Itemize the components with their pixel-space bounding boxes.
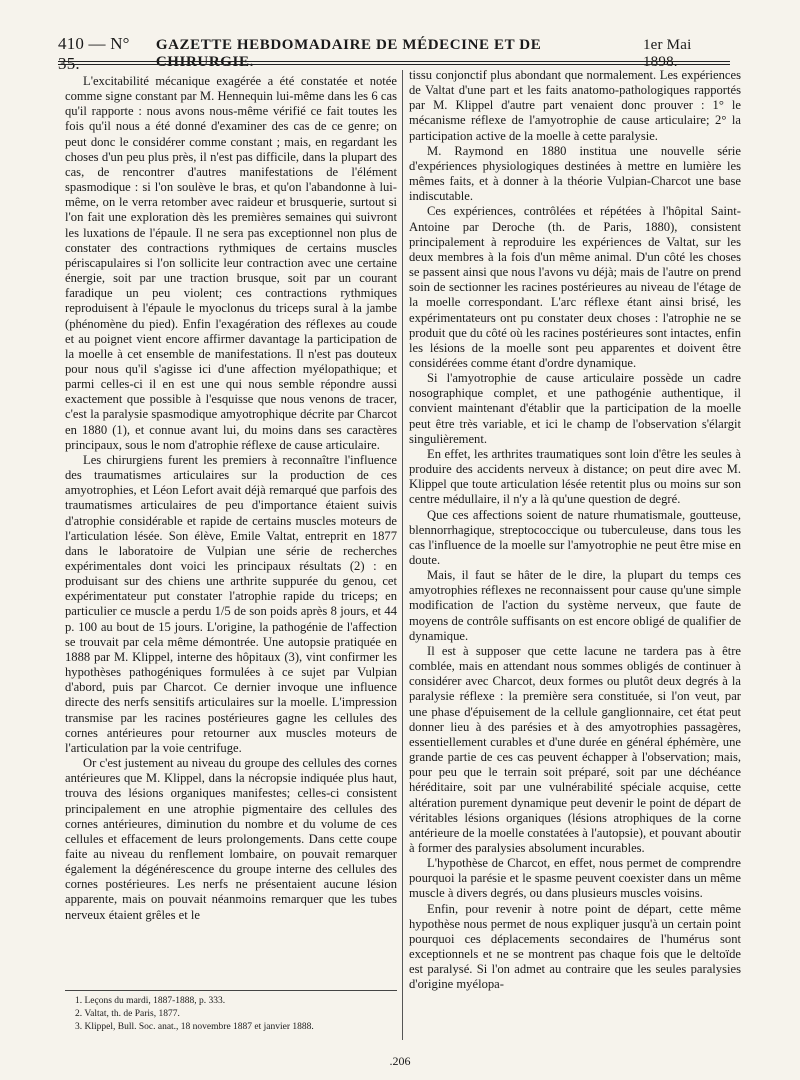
paragraph: Or c'est justement au niveau du groupe des cellules des cornes antérieures que M. Klippel, dans la nécropsie indiquée plus haut, trouva des lésions organiques manifestes; celles-ci consistent principalement en une atrophie pigmentaire des cellules des cornes antérieures, diminution du nombre et du volume de ces cellules et effacement de leurs prolongements. Dans cette coupe faite au niveau du renflement lombaire, on pouvait remarquer également la dégénérescence du groupe interne des cellules des cornes postérieures. Les nerfs ne présentaient aucune lésion apparente, mais on pouvait néanmoins remarquer que les tubes nerveux étaient grêles et le — [65, 756, 397, 922]
journal-title: GAZETTE HEBDOMADAIRE DE MÉDECINE ET DE CHIRURGIE. — [155, 37, 542, 70]
paragraph: Les chirurgiens furent les premiers à reconnaître l'influence des traumatismes articulaires sur la production de ces amyotrophies, et Léon Lefort avait déjà remarqué que parfois des traumatismes articulaires de peu d'importance étaient suivis d'atrophie considérable et rapide de certains muscles moteurs de l'articulation lésée. Son élève, Emile Valtat, entreprit en 1877 dans le laboratoire de Vulpian une série de recherches expérimentales dont voici les principaux résultats (2) : en produisant sur des chiens une arthrite suppurée du genou, cet expérimentateur put constater l'atrophie rapide du triceps; en particulier ce muscle a perdu 1/5 de son poids après 8 jours, et 44 p. 100 au bout de 15 jours. L'origine, la pathogénie de l'affection se trouvait par cela même démontrée. Une autopsie pratiquée en 1888 par M. Klippel, interne des hôpitaux (3), vint confirmer les hypothèses pathogéniques formulées à ce sujet par Vulpian d'abord, puis par Charcot. Ce dernier invoque une influence directe des nerfs sensitifs articulaires sur la moelle. L'impression transmise par les racines postérieures gagne les cellules des cornes antérieures pour retourner aux muscles moteurs de l'articulation par la voie centrifuge. — [65, 452, 397, 755]
page-header — [58, 34, 730, 73]
paragraph: Enfin, pour revenir à notre point de départ, cette même hypothèse nous permet de nous expliquer jusqu'à un certain point pourquoi ces déplacements secondaires de l'humérus sont exceptionnels et ne se montrent pas chaque fois que le deltoïde est paralysé. Si l'on admet au contraire que les seules paralysies d'origine myélopa- — [409, 901, 741, 992]
paragraph: L'hypothèse de Charcot, en effet, nous permet de comprendre pourquoi la parésie et le spasme peuvent coexister dans un même muscle à divers degrés, ou dans plusieurs muscles voisins. — [409, 856, 741, 901]
paragraph-continued: tissu conjonctif plus abondant que normalement. Les expériences de Valtat d'une part et les faits anatomo-pathologiques rapportés par M. Klippel d'autre part venaient donc prouver : 1° le mécanisme réflexe de l'amyotrophie de cause articulaire; 2° la participation active de la moelle à cette paralysie. — [409, 68, 741, 143]
issue-date: 1er Mai 1898. — [642, 37, 692, 70]
paragraph: Que ces affections soient de nature rhumatismale, goutteuse, blennorrhagique, streptococcique ou tuberculeuse, dans tous les cas l'influence de la moelle sur l'amyotrophie ne peut être mise en doute. — [409, 507, 741, 567]
paragraph: Mais, il faut se hâter de le dire, la plupart du temps ces amyotrophies réflexes ne reconnaissent pour cause qu'une simple modification de l'action du système nerveux, que faute de moyens de contrôle suffisants on est encore obligé de qualifier de dynamique. — [409, 568, 741, 643]
header-rule-thin — [58, 64, 730, 65]
paragraph: Ces expériences, contrôlées et répétées à l'hôpital Saint-Antoine par Deroche (th. de Paris, 1880), consistent principalement à reproduire les expériences de Valtat, sur les deux membres à la fois d'un même animal. D'un côté les choses se passent ainsi que nous l'avons vu déjà; mais de l'autre on prend soin de sectionner les racines postérieures au niveau de l'étage de la moelle correspondant. L'arc réflexe étant ainsi brisé, les expérimentateurs ont pu constater deux choses : l'atrophie ne se produit que du côté où les racines postérieures sont intactes, enfin les lésions de la moelle sont peu apparentes et doivent être considérées comme étant d'ordre dynamique. — [409, 204, 741, 370]
footnote: 2. Valtat, th. de Paris, 1877. — [75, 1009, 180, 1019]
header-rule-thick — [58, 61, 730, 62]
right-column — [409, 68, 741, 1048]
footnotes — [65, 990, 397, 1034]
paragraph: En effet, les arthrites traumatiques sont loin d'être les seules à produire des accidents nerveux à distance; on peut dire avec M. Klippel que toute articulation lésée retentit plus ou moins sur son centre médullaire, il n'y a là qu'une question de degré. — [409, 446, 741, 507]
paragraph: Si l'amyotrophie de cause articulaire possède un cadre nosographique complet, et une pathogénie authentique, il convient maintenant d'établir que la participation de la moelle peut être très variable, et ici le champ de l'observation s'élargit singulièrement. — [409, 371, 741, 446]
folio-number: .206 — [389, 1054, 411, 1068]
left-column — [65, 74, 397, 974]
paragraph: M. Raymond en 1880 institua une nouvelle série d'expériences physiologiques destinées à mettre en lumière les mêmes faits, et à donner à la théorie Vulpian-Charcot une base indiscutable. — [409, 143, 741, 204]
paragraph: L'excitabilité mécanique exagérée a été constatée et notée comme signe constant par M. Hennequin lui-même dans les 6 cas qu'il rapporte : nous avons nous-même vérifié ce fait toutes les fois qu'il nous a été donné d'examiner des cas de ce genre; on peut donc le considérer comme constant ; mais, en regardant les choses d'un peu plus près, il n'est pas difficile, dans la plupart des cas, de rencontrer d'autres manifestations de l'élément spasmodique : si l'on soulève le bras, et qu'on l'abandonne à lui-même, on le verra retomber avec raideur et brusquerie, surtout si l'on fait une exploration dès les premières semaines qui suivront les luxations de l'épaule. Il ne sera pas exceptionnel non plus de constater des contractions rythmiques de certains muscles périscapulaires si l'on sollicite leur contraction avec une certaine énergie, soit par une traction brusque, soit par un courant faradique un peu violent; ces contractions rythmiques reproduisent à l'épaule le myoclonus du triceps sural à la jambe (phénomène du pied). Enfin l'exagération des réflexes au coude et au poignet vient encore affirmer davantage la participation de la moelle à cet ensemble de manifestations. Il n'est pas douteux pour nous qu'il s'agisse ici d'une affection myélopathique; et parmi celles-ci il en est une qui nous semble répondre aussi exactement que possible à l'esquisse que nous venons de tracer, c'est la paralysie spasmodique amyotrophique décrite par Charcot en 1880 (1), et connue avant lui, du moins dans ses caractères principaux, sous le nom d'atrophie réflexe de cause articulaire. — [65, 74, 397, 452]
page-number: 410 — N° 35. — [58, 34, 130, 73]
column-divider — [402, 70, 403, 1040]
paragraph: Il est à supposer que cette lacune ne tardera pas à être comblée, mais en attendant nous sommes obligés de continuer à considérer avec Charcot, deux formes ou plutôt deux degrés à la paralysie réflexe : la première sera constituée, si l'on veut, par une phase d'épuisement de la cellule ganglionnaire, cet état peut donner lieu à des parésies et à des amyotrophies passagères, essentiellement curables et d'une durée en général éphémère, une grande partie de ces cas peuvent échapper à l'observation; mais, pour peu que le terrain soit préparé, soit par une déchéance héréditaire, soit par une vulnérabilité spéciale acquise, cette altération purement dynamique peut devenir le point de départ de véritables lésions organiques (lésions atrophiques de la corne antérieure de la moelle constatées à l'autopsie), et pouvant aboutir à former des paralysies absolument incurables. — [409, 643, 741, 855]
footnote: 3. Klippel, Bull. Soc. anat., 18 novembre 1887 et janvier 1888. — [75, 1022, 314, 1032]
footnote: 1. Leçons du mardi, 1887-1888, p. 333. — [75, 996, 226, 1006]
